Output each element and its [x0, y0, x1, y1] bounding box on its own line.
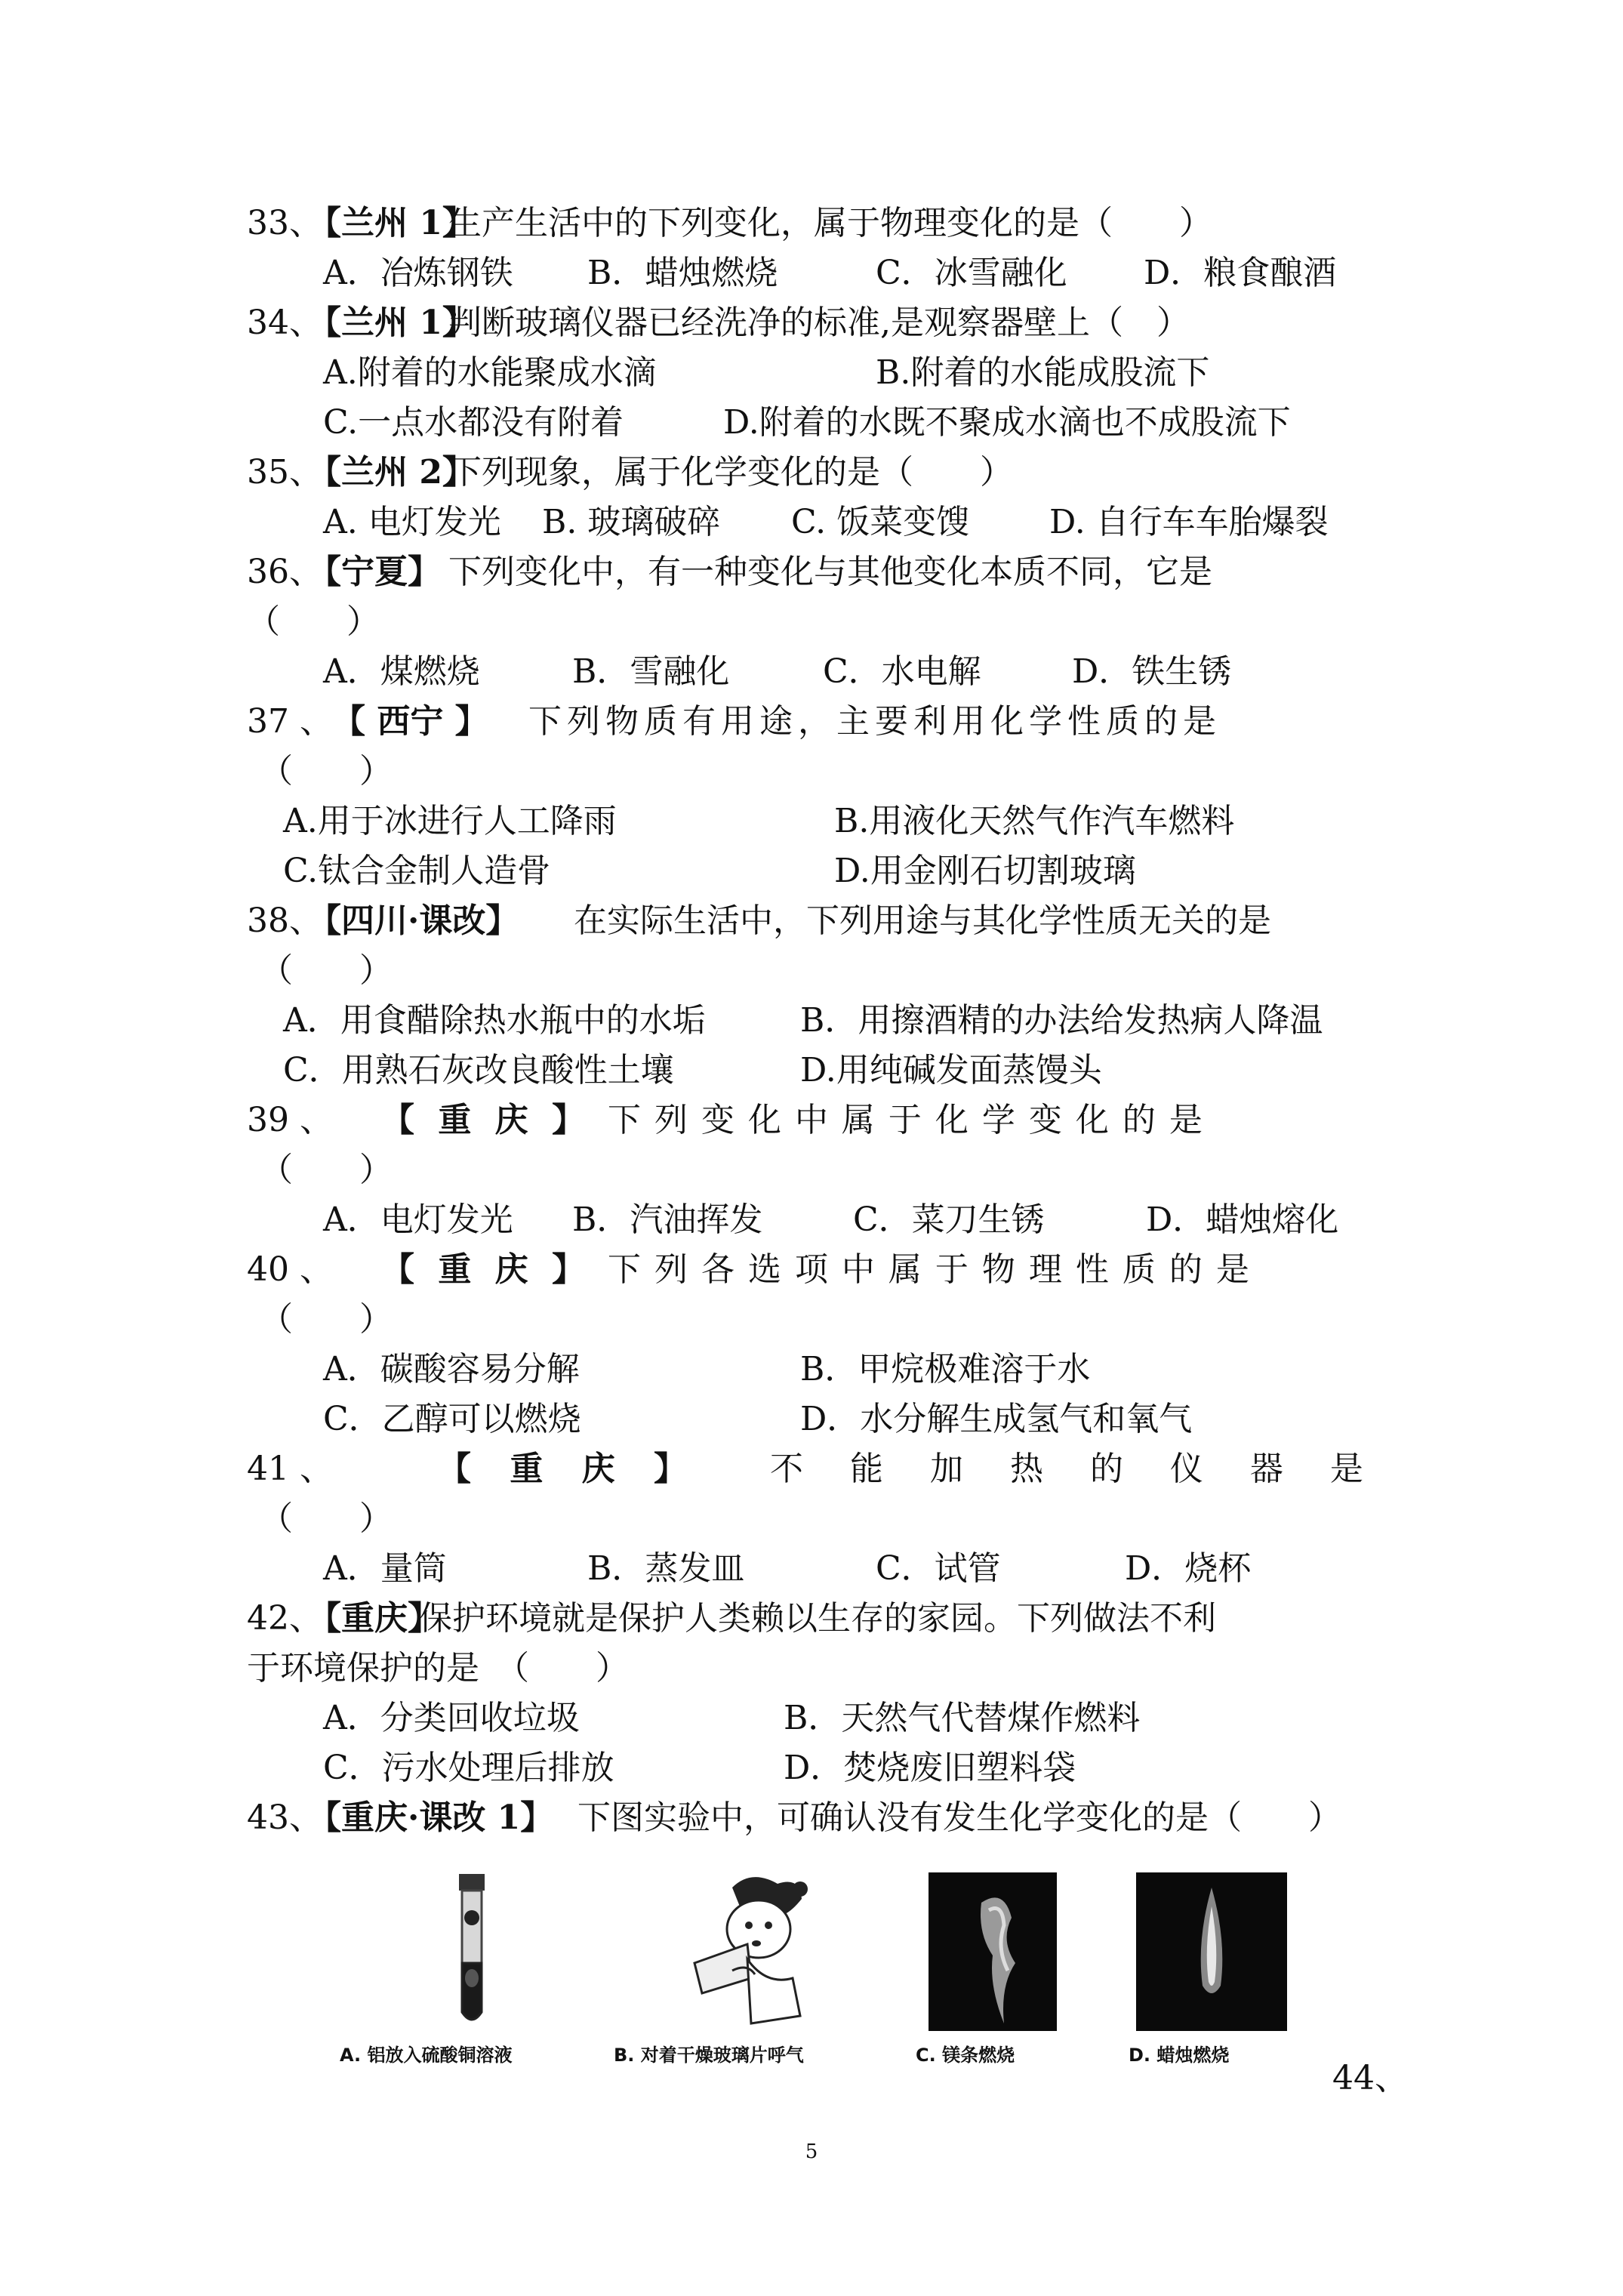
option-a: A．分类回收垃圾	[323, 1699, 580, 1737]
question-43	[0, 1793, 1623, 1843]
option-c: C．乙醇可以燃烧	[323, 1400, 581, 1438]
question-text: 下图实验中，可确认没有发生化学变化的是（ ）	[577, 1798, 1341, 1837]
figure-c-caption: C. 镁条燃烧	[916, 2045, 1015, 2066]
option-a: A.附着的水能聚成水滴	[323, 353, 657, 392]
question-35	[0, 448, 1623, 498]
question-tag: 【 西宁 】	[332, 702, 488, 741]
option-b: B. 玻璃破碎	[542, 503, 721, 541]
answer-blank: （ ）	[260, 951, 393, 990]
figure-b	[679, 1872, 815, 2031]
figure-d	[1136, 1872, 1287, 2031]
answer-blank: （ ）	[260, 752, 393, 791]
option-a: A. 电灯发光	[323, 503, 501, 541]
option-a: A．用食醋除热水瓶中的水垢	[283, 1001, 706, 1040]
question-text: 下 列 变 化 中 属 于 化 学 变 化 的 是	[608, 1101, 1204, 1139]
figure-a-caption: A. 铝放入硫酸铜溶液	[340, 2045, 513, 2066]
question-number: 34、	[247, 304, 322, 342]
option-d: D.用纯碱发面蒸馒头	[800, 1051, 1102, 1089]
options-34-row2	[0, 398, 1623, 448]
option-b: B．用擦酒精的办法给发热病人降温	[800, 1001, 1323, 1040]
question-text: 下列变化中，有一种变化与其他变化本质不同，它是	[448, 553, 1212, 591]
option-d: D．水分解生成氢气和氧气	[800, 1400, 1193, 1438]
question-text: 在实际生活中，下列用途与其化学性质无关的是	[574, 901, 1271, 940]
option-a: A.用于冰进行人工降雨	[283, 802, 617, 840]
question-number: 36、	[247, 553, 322, 591]
question-tag: 【宁夏】	[308, 553, 441, 591]
option-d: D.用金刚石切割玻璃	[834, 852, 1136, 890]
question-tag: 【兰州 1】	[308, 204, 476, 242]
experiment-figures	[325, 1872, 1336, 2069]
question-text: 下列物质有用途，主要利用化学性质的是	[528, 702, 1221, 741]
page-number: 5	[805, 2140, 818, 2163]
figure-b-caption: B. 对着干燥玻璃片呼气	[614, 2045, 804, 2066]
options-38-row1	[0, 996, 1623, 1046]
question-text: 不 能 加 热 的 仪 器 是	[770, 1450, 1381, 1488]
option-a: A．冶炼钢铁	[323, 254, 513, 292]
question-38	[0, 896, 1623, 946]
option-d: D．粮食酿酒	[1144, 254, 1337, 292]
option-d: D．蜡烛熔化	[1146, 1200, 1339, 1239]
question-39-cont	[0, 1145, 1623, 1195]
options-39	[0, 1195, 1623, 1245]
question-tag: 【四川·课改】	[308, 901, 519, 940]
magnesium-flame-icon	[929, 1872, 1057, 2031]
option-c: C. 饭菜变馊	[791, 503, 970, 541]
question-number: 39 、	[247, 1101, 333, 1139]
option-c: C．污水处理后排放	[323, 1749, 614, 1787]
question-37-cont	[0, 747, 1623, 797]
option-c: C．水电解	[823, 652, 981, 691]
test-tube-icon	[438, 1872, 506, 2031]
question-number: 42、	[247, 1599, 322, 1638]
question-text: 保护环境就是保护人类赖以生存的家园。下列做法不利	[419, 1599, 1216, 1638]
option-b: B．甲烷极难溶于水	[800, 1350, 1091, 1388]
option-c: C.一点水都没有附着	[323, 403, 624, 442]
options-36	[0, 647, 1623, 697]
question-38-cont	[0, 946, 1623, 996]
figure-a	[438, 1872, 506, 2031]
option-b: B．汽油挥发	[572, 1200, 763, 1239]
answer-blank: （ ）	[260, 1300, 393, 1339]
options-42-row2	[0, 1743, 1623, 1793]
question-tag: 【重庆·课改 1】	[308, 1798, 554, 1837]
option-c: C．用熟石灰改良酸性土壤	[283, 1051, 674, 1089]
question-tag: 【 重 庆 】	[381, 1101, 591, 1139]
option-d: D. 自行车车胎爆裂	[1049, 503, 1329, 541]
question-number: 38、	[247, 901, 322, 940]
question-41-cont	[0, 1494, 1623, 1544]
question-number: 37 、	[247, 702, 333, 741]
question-text: 下 列 各 选 项 中 属 于 物 理 性 质 的 是	[608, 1250, 1251, 1289]
option-d: D．烧杯	[1125, 1549, 1252, 1588]
figure-c	[929, 1872, 1057, 2031]
option-b: B.附着的水能成股流下	[876, 353, 1210, 392]
question-tag: 【 重 庆 】	[381, 1250, 591, 1289]
question-text-cont: 于环境保护的是 （ ）	[247, 1649, 629, 1687]
option-c: C．试管	[876, 1549, 1001, 1588]
question-number: 35、	[247, 453, 322, 492]
question-40-cont	[0, 1295, 1623, 1345]
question-42-cont	[0, 1644, 1623, 1693]
question-tag: 【兰州 1】	[308, 304, 476, 342]
girl-breathing-icon	[679, 1872, 815, 2031]
option-d: D.附着的水既不聚成水滴也不成股流下	[723, 403, 1291, 442]
options-40-row1	[0, 1345, 1623, 1395]
question-text: 生产生活中的下列变化，属于物理变化的是（ ）	[448, 204, 1212, 242]
question-36-cont	[0, 597, 1623, 647]
question-number: 43、	[247, 1798, 322, 1837]
question-tag: 【兰州 2】	[308, 453, 476, 492]
question-42	[0, 1594, 1623, 1644]
question-34	[0, 298, 1623, 348]
question-number: 33、	[247, 204, 322, 242]
option-c: C．菜刀生锈	[853, 1200, 1045, 1239]
question-number: 40 、	[247, 1250, 333, 1289]
options-38-row2	[0, 1046, 1623, 1096]
answer-blank: （ ）	[260, 1151, 393, 1189]
question-tag: 【 重 庆 】	[438, 1450, 701, 1488]
options-35	[0, 498, 1623, 547]
options-34-row1	[0, 348, 1623, 398]
option-b: B．蜡烛燃烧	[587, 254, 778, 292]
option-d: D．铁生锈	[1072, 652, 1232, 691]
question-text: 判断玻璃仪器已经洗净的标准,是观察器壁上（ ）	[448, 304, 1190, 342]
options-33	[0, 248, 1623, 298]
option-a: A．量筒	[323, 1549, 447, 1588]
option-b: B．雪融化	[572, 652, 730, 691]
options-42-row1	[0, 1693, 1623, 1743]
option-b: B．蒸发皿	[587, 1549, 745, 1588]
option-a: A．煤燃烧	[323, 652, 480, 691]
options-41	[0, 1544, 1623, 1594]
question-41	[0, 1444, 1623, 1494]
question-33	[0, 199, 1623, 248]
option-b: B.用液化天然气作汽车燃料	[834, 802, 1235, 840]
option-a: A．碳酸容易分解	[323, 1350, 580, 1388]
option-c: C．冰雪融化	[876, 254, 1067, 292]
options-37-row1	[0, 797, 1623, 846]
option-a: A．电灯发光	[323, 1200, 513, 1239]
question-40	[0, 1245, 1623, 1295]
answer-blank: （ ）	[247, 603, 380, 641]
answer-blank: （ ）	[260, 1499, 393, 1538]
question-number: 44、	[1332, 2059, 1408, 2097]
question-37	[0, 697, 1623, 747]
figure-d-caption: D. 蜡烛燃烧	[1129, 2045, 1230, 2066]
candle-flame-icon	[1136, 1872, 1287, 2031]
option-d: D．焚烧废旧塑料袋	[784, 1749, 1076, 1787]
question-39	[0, 1096, 1623, 1145]
options-40-row2	[0, 1395, 1623, 1444]
next-question	[0, 2054, 1623, 2103]
question-36	[0, 547, 1623, 597]
question-text: 下列现象，属于化学变化的是（ ）	[448, 453, 1013, 492]
question-number: 41 、	[247, 1450, 333, 1488]
option-c: C.钛合金制人造骨	[283, 852, 551, 890]
question-tag: 【重庆】	[308, 1599, 441, 1638]
options-37-row2	[0, 846, 1623, 896]
option-b: B．天然气代替煤作燃料	[784, 1699, 1141, 1737]
